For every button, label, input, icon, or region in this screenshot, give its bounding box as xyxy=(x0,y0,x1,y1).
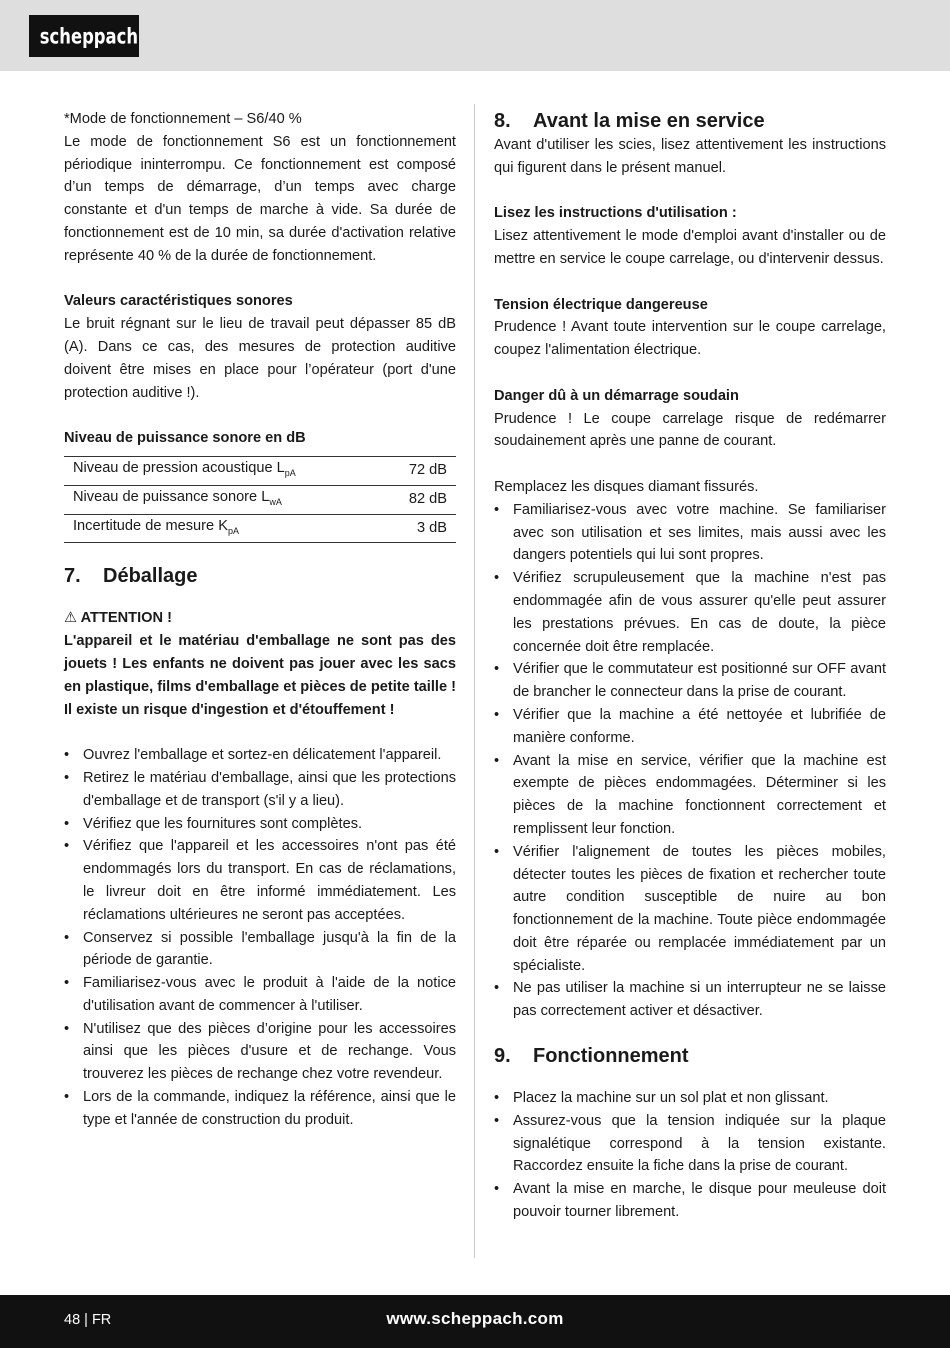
list-item: • Vérifier que le commutateur est positionné sur OFF avant de brancher le connecteur dans la prise de courant. xyxy=(494,658,886,704)
left-column xyxy=(64,108,456,1132)
list-item: • Avant la mise en service, vérifier que la machine est exempte de pièces endommagées. Déterminer si les pièces de la machine fonctionnent correctement et remplissent leur fonction. xyxy=(494,750,886,841)
header-bar xyxy=(0,0,950,71)
list-item: • Conservez si possible l'emballage jusqu'à la fin de la période de garantie. xyxy=(64,927,456,973)
sound-text: Le bruit régnant sur le lieu de travail peut dépasser 85 dB (A). Dans ce cas, des mesures de protection auditive doivent être mises en place pour l’opérateur (port d'une protection auditive !). xyxy=(64,316,456,401)
table-cell-value: 72 dB xyxy=(368,456,456,485)
attention-text: L'appareil et le matériau d'emballage ne sont pas des jouets ! Les enfants ne doivent pas jouer avec les sacs en plastique, films d'emballage et pièces de petite taille ! Il existe un risque d'ingestion et d'étouffement ! xyxy=(64,633,456,718)
list-item: • Lors de la commande, indiquez la référence, ainsi que le type et l'année de construction du produit. xyxy=(64,1086,456,1132)
mode-title: *Mode de fonctionnement – S6/40 % xyxy=(64,111,302,127)
table-cell-value: 3 dB xyxy=(368,514,456,543)
list-item: • Ne pas utiliser la machine si un interrupteur ne se laisse pas correctement activer et désactiver. xyxy=(494,977,886,1023)
table-cell-label: Incertitude de mesure $K_{pA}$ xyxy=(64,514,368,543)
read-heading: Lisez les instructions d'utilisation : xyxy=(494,205,737,222)
list-item: • N'utilisez que des pièces d’origine pour les accessoires ainsi que les pièces d'usure et de rechange. Vous trouverez les pièces de rechange chez votre revendeur. xyxy=(64,1018,456,1086)
checks-list xyxy=(494,499,886,1023)
read-text: Lisez attentivement le mode d'emploi avant d'installer ou de mettre en service le coupe carrelage, ou d'intervenir dessus. xyxy=(494,228,886,267)
scheppach-logo: scheppach xyxy=(29,15,139,57)
table-cell-value: 82 dB xyxy=(368,485,456,514)
list-item: • Assurez-vous que la tension indiquée sur la plaque signalétique correspond à la tension existante. Raccordez ensuite la fiche dans la prise de courant. xyxy=(494,1110,886,1178)
website-link[interactable]: www.scheppach.com xyxy=(386,1309,564,1328)
mode-text: Le mode de fonctionnement S6 est un fonctionnement périodique ininterrompu. Ce fonctionnement est composé d’un temps de démarrage, d’un temps avec charge constante et d'un temps de marche à vide. Sa durée de fonctionnement est de 10 min, sa durée d'activation relative représente 40 % de la durée de fonctionnement. xyxy=(64,133,456,264)
list-item: • Vérifier l'alignement de toutes les pièces mobiles, détecter toutes les pièces de fixation et rechercher toute autre condition susceptible de nuire au bon fonctionnement de la machine. Toute pièce endommagée doit être réparée ou remplacée immédiatement par un spécialiste. xyxy=(494,841,886,978)
sound-heading: Valeurs caractéristiques sonores xyxy=(64,293,293,310)
table-row xyxy=(64,485,456,514)
start-text: Prudence ! Le coupe carrelage risque de redémarrer soudainement après une panne de courant. xyxy=(494,410,886,450)
section-9-heading: 9. Fonctionnement xyxy=(494,1045,689,1068)
start-heading: Danger dû à un démarrage soudain xyxy=(494,387,739,404)
power-heading: Niveau de puissance sonore en dB xyxy=(64,430,306,447)
list-item: • Placez la machine sur un sol plat et non glissant. xyxy=(494,1087,886,1110)
section-8-heading: 8. Avant la mise en service xyxy=(494,110,765,132)
footer-bar xyxy=(0,1295,950,1348)
list-item: • Familiarisez-vous avec le produit à l'aide de la notice d'utilisation avant de commencer à l'utiliser. xyxy=(64,972,456,1018)
list-item: • Avant la mise en marche, le disque pour meuleuse doit pouvoir tourner librement. xyxy=(494,1178,886,1224)
list-item: • Ouvrez l'emballage et sortez-en délicatement l'appareil. xyxy=(64,744,456,767)
operation-list xyxy=(494,1087,886,1224)
column-divider xyxy=(474,104,475,1258)
table-cell-label: Niveau de puissance sonore $L_{wA}$ xyxy=(64,485,368,514)
replace-text: Remplacez les disques diamant fissurés. xyxy=(494,478,759,495)
table-row xyxy=(64,456,456,485)
page-number: 48 | FR xyxy=(64,1312,112,1328)
table-cell-label: Niveau de pression acoustique $L_{pA}$ xyxy=(64,456,368,485)
list-item: • Vérifiez que les fournitures sont complètes. xyxy=(64,813,456,836)
list-item: • Vérifiez scrupuleusement que la machine n'est pas endommagée afin de vous assurer qu'elle peut assurer les prestations prévues. En cas de doute, la pièce concernée doit être remplacée. xyxy=(494,567,886,658)
list-item: • Familiarisez-vous avec votre machine. Se familiariser avec son utilisation et ses limites, mais aussi avec les dangers potentiels qui lui sont propres. xyxy=(494,499,886,567)
list-item: • Vérifiez que l'appareil et les accessoires n'ont pas été endommagés lors du transport. En cas de réclamations, le livreur doit en être informé immédiatement. Les réclamations ultérieures ne seront pas acceptées. xyxy=(64,835,456,926)
section-8-intro: Avant d'utiliser les scies, lisez attentivement les instructions qui figurent dans le présent manuel. xyxy=(494,137,886,176)
list-item: • Retirez le matériau d'emballage, ainsi que les protections d'emballage et de transport (s'il y a lieu). xyxy=(64,767,456,813)
voltage-heading: Tension électrique dangereuse xyxy=(494,296,708,313)
right-column xyxy=(494,108,886,1224)
section-7-heading: 7. Déballage xyxy=(64,565,198,588)
table-row xyxy=(64,514,456,543)
voltage-text: Prudence ! Avant toute intervention sur le coupe carrelage, coupez l'alimentation électrique. xyxy=(494,319,886,359)
sound-table xyxy=(64,456,456,543)
unpacking-list xyxy=(64,744,456,1132)
attention-label: ⚠ ATTENTION ! xyxy=(64,610,172,627)
list-item: • Vérifier que la machine a été nettoyée et lubrifiée de manière conforme. xyxy=(494,704,886,750)
